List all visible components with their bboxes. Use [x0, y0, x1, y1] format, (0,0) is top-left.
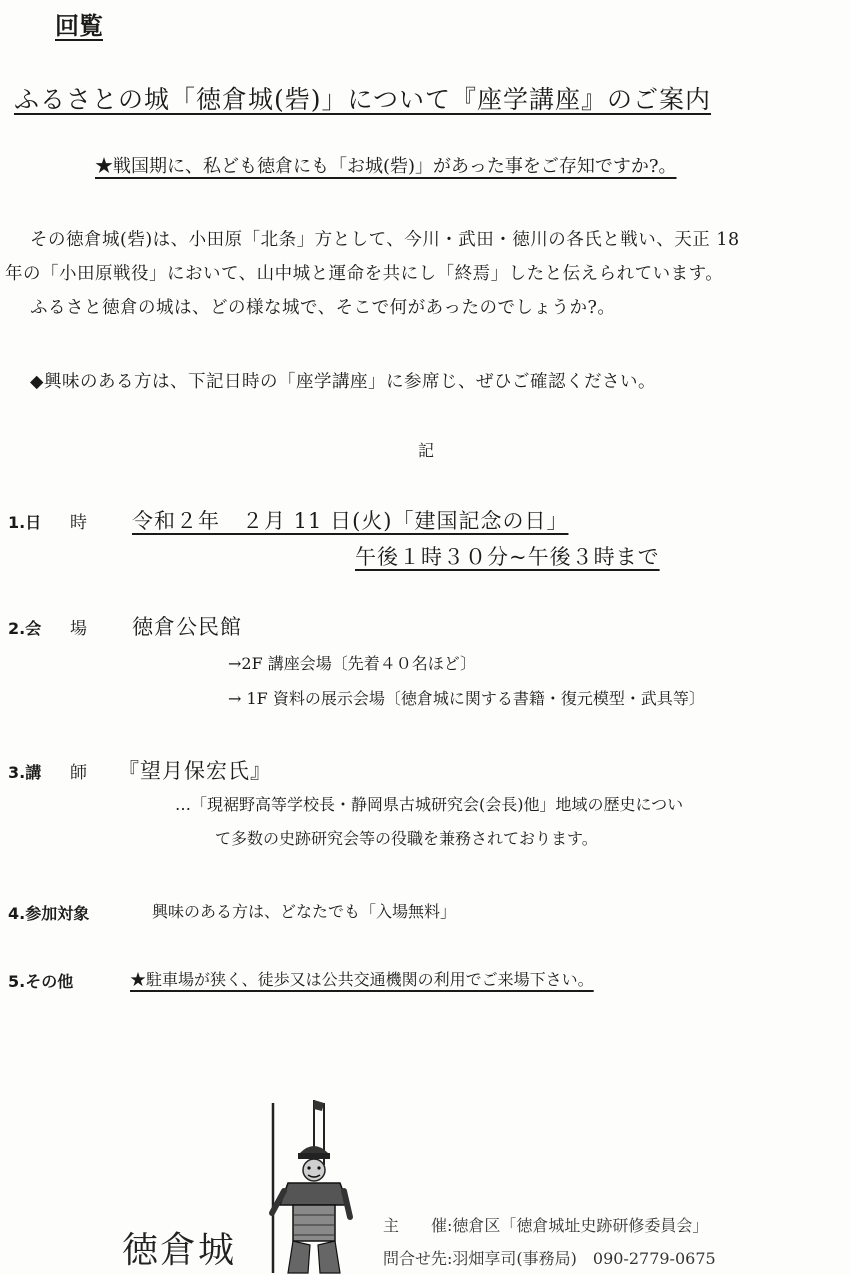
- item-2-label: 場: [70, 619, 87, 639]
- circulation-label: 回覧: [55, 11, 103, 40]
- venue-floor-1: → 1F 資料の展示会場〔徳倉城に関する書籍・復元模型・武具等〕: [228, 689, 705, 708]
- lecturer-desc-2: て多数の史跡研究会等の役職を兼務されております。: [215, 829, 598, 848]
- lecturer-desc-1: …「現裾野高等学校長・静岡県古城研究会(会長)他」地域の歴史につい: [175, 795, 684, 814]
- contact-label: 問合せ先:: [383, 1249, 453, 1268]
- event-time: 午後１時３０分~午後３時まで: [355, 545, 660, 569]
- organizer-line: [383, 1213, 708, 1236]
- organizer-value: 徳倉区「徳倉城址史跡研修委員会」: [452, 1216, 709, 1235]
- page-title: ふるさとの城「徳倉城(砦)」について『座学講座』のご案内: [14, 85, 712, 114]
- item-1-label: 時: [70, 513, 87, 533]
- samurai-warrior-illustration: [262, 1095, 357, 1275]
- item-2-number: 2.会: [8, 619, 42, 638]
- parking-note: ★駐車場が狭く、徒歩又は公共交通機関の利用でご来場下さい。: [130, 970, 594, 989]
- venue-name: 徳倉公民館: [132, 615, 242, 639]
- item-3-label: 師: [70, 763, 87, 783]
- venue-floor-2: →2F 講座会場〔先着４０名ほど〕: [228, 654, 477, 673]
- organizer-label: 主 催:: [383, 1216, 453, 1235]
- event-date: 令和２年 ２月 11 日(火)「建国記念の日」: [132, 509, 569, 533]
- invitation-line: ◆興味のある方は、下記日時の「座学講座」に参席じ、ぜひご確認ください。: [30, 372, 656, 392]
- contact-value: 羽畑享司(事務局) 090-2779-0675: [452, 1249, 716, 1268]
- intro-line-3: ふるさと徳倉の城は、どの様な城で、そこで何があったのでしょうか?。: [30, 298, 616, 318]
- item-3-number: 3.講: [8, 763, 42, 782]
- lead-question: ★戦国期に、私ども徳倉にも「お城(砦)」があった事をご存知ですか?。: [95, 156, 677, 177]
- item-5-number: 5.その他: [8, 972, 74, 991]
- item-4-number: 4.参加対象: [8, 904, 90, 923]
- castle-name-logo: 徳倉城: [122, 1230, 237, 1271]
- contact-line: [383, 1246, 716, 1269]
- intro-line-1: その徳倉城(砦)は、小田原「北条」方として、今川・武田・徳川の各氏と戦い、天正 18: [30, 230, 740, 250]
- intro-line-2: 年の「小田原戦役」において、山中城と運命を共にし「終焉」したと伝えられています。: [5, 264, 724, 284]
- audience-text: 興味のある方は、どなたでも「入場無料」: [152, 902, 457, 921]
- item-1-number: 1.日: [8, 513, 42, 532]
- lecturer-name: 『望月保宏氏』: [118, 759, 272, 783]
- ki-heading: 記: [418, 441, 435, 460]
